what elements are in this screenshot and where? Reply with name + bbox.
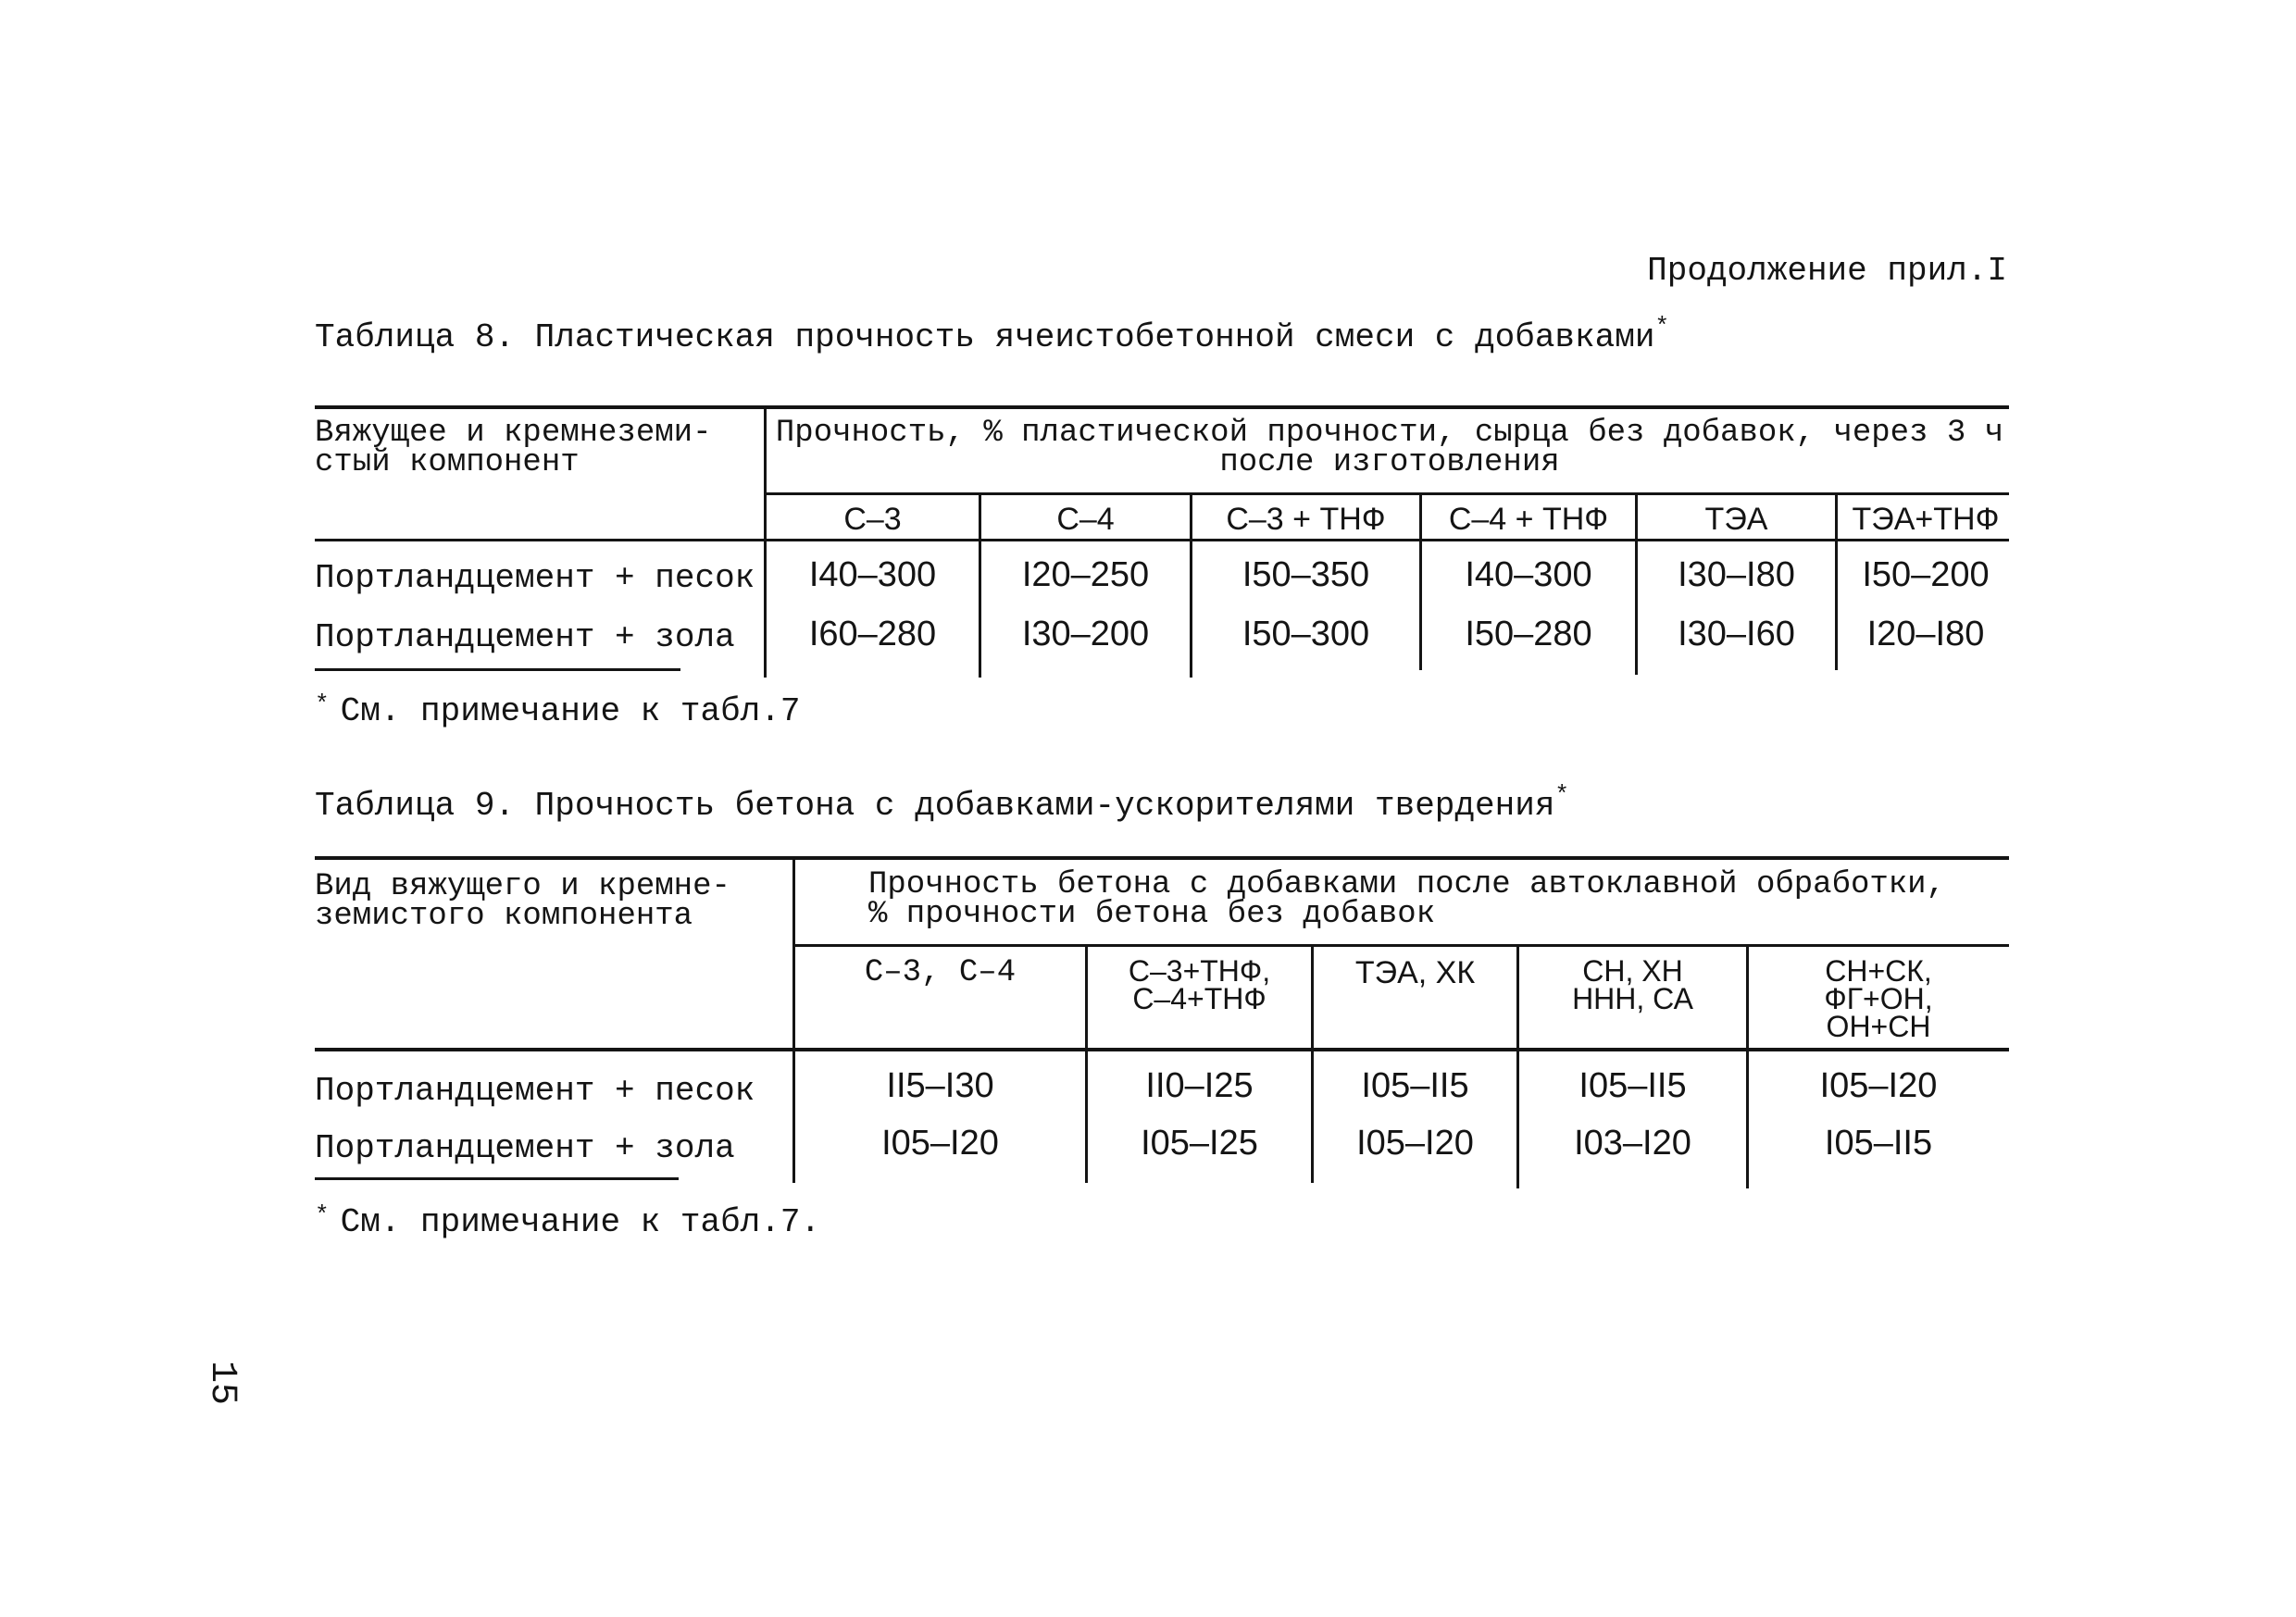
- table9-cell: I05–I20: [881, 1124, 999, 1163]
- table9-caption: [315, 781, 1569, 825]
- table9-col-header: СН, ХН ННН, СА: [1572, 954, 1693, 1015]
- table9-footnote: [315, 1201, 820, 1241]
- table8-cell: I30–200: [1021, 615, 1150, 653]
- table9-footnote-text: См. примечание к табл.7.: [340, 1203, 821, 1241]
- table9-group-header: Прочность бетона с добавками после автоклавной обработки, % прочности бетона без добавок: [868, 867, 1945, 932]
- table8-col-header: С–4 + ТНФ: [1448, 502, 1609, 537]
- table8-row-label: Портландцемент + песок: [315, 559, 755, 597]
- table8-row-label: Портландцемент + зола: [315, 618, 735, 656]
- table9-row-header: Вид вяжущего и кремне- земистого компонента: [315, 869, 730, 934]
- table8-top-rule: [315, 405, 2009, 409]
- table8-cell: I50–280: [1465, 615, 1592, 653]
- table8-cell: I30–I80: [1678, 555, 1795, 594]
- table8-cell: I40–300: [1465, 555, 1592, 594]
- table8-col-header: С–3: [843, 502, 902, 537]
- table9-top-rule: [315, 856, 2009, 860]
- page-number: 15: [201, 1361, 243, 1406]
- table9-cell: I05–II5: [1361, 1066, 1469, 1105]
- table8-row-header: Вяжущее и кремнеземи- стый компонент: [315, 416, 712, 480]
- table8-cell: I60–280: [808, 615, 937, 653]
- table8-cell: I30–I60: [1678, 615, 1795, 653]
- table9-cell: I05–I20: [1356, 1124, 1474, 1163]
- table9-col-header: ТЭА, ХК: [1354, 955, 1476, 990]
- table9-bottom-rule: [315, 1177, 679, 1180]
- table9-group-rule: [792, 944, 2009, 947]
- table9-cell: I05–I20: [1819, 1066, 1938, 1105]
- table8-caption-mark: *: [1654, 313, 1670, 341]
- table9-header-rule: [315, 1048, 2009, 1051]
- table9-caption-text: Таблица 9. Прочность бетона с добавками-ускорителями твердения: [315, 787, 1555, 825]
- table8-col-header: С–4: [1056, 502, 1115, 537]
- table9-col-header: С–3+ТНФ, С–4+ТНФ: [1128, 954, 1271, 1015]
- table9-cell: II5–I30: [886, 1066, 994, 1105]
- table8-cell: I20–250: [1021, 555, 1150, 594]
- table8-header-rule: [315, 539, 2009, 541]
- table8-group-header: Прочность, % пластической прочности, сырца без добавок, через 3 ч после изготовления: [775, 416, 2004, 480]
- table8-cell: I50–350: [1242, 555, 1370, 594]
- table9-caption-mark: *: [1554, 781, 1570, 809]
- table9-footnote-mark: *: [315, 1201, 330, 1229]
- continuation-label: Продолжение прил.I: [1647, 252, 2007, 290]
- table8-footnote-text: См. примечание к табл.7: [340, 692, 801, 730]
- table8-col-header: С–3 + ТНФ: [1226, 502, 1386, 537]
- table9-cell: I03–I20: [1574, 1124, 1691, 1163]
- table9-cell: I05–II5: [1824, 1124, 1933, 1163]
- table8-cell: I20–I80: [1866, 615, 1985, 653]
- table8-cell: I40–300: [808, 555, 937, 594]
- table9-col-header: СН+СК, ФГ+ОН, ОН+СН: [1824, 954, 1933, 1043]
- table8-cell: I50–200: [1862, 555, 1990, 594]
- table8-group-rule: [764, 492, 2009, 495]
- table8-caption-text: Таблица 8. Пластическая прочность ячеистобетонной смеси с добавками: [315, 318, 1655, 356]
- table8-footnote: [315, 690, 801, 730]
- table9-cell: II0–I25: [1145, 1066, 1254, 1105]
- table9-cell: I05–I25: [1141, 1124, 1258, 1163]
- table9-row-label: Портландцемент + зола: [315, 1129, 735, 1167]
- table8-cell: I50–300: [1242, 615, 1370, 653]
- table8-caption: [315, 313, 1669, 356]
- table8-footnote-mark: *: [315, 690, 330, 718]
- table8-col-header: ТЭА: [1704, 502, 1768, 537]
- table8-col-header: ТЭА+ТНФ: [1852, 502, 2000, 537]
- table9-cell: I05–II5: [1578, 1066, 1687, 1105]
- table9-row-label: Портландцемент + песок: [315, 1072, 755, 1110]
- table9-col-header: С–3, С–4: [864, 955, 1017, 990]
- table8-bottom-rule: [315, 668, 680, 671]
